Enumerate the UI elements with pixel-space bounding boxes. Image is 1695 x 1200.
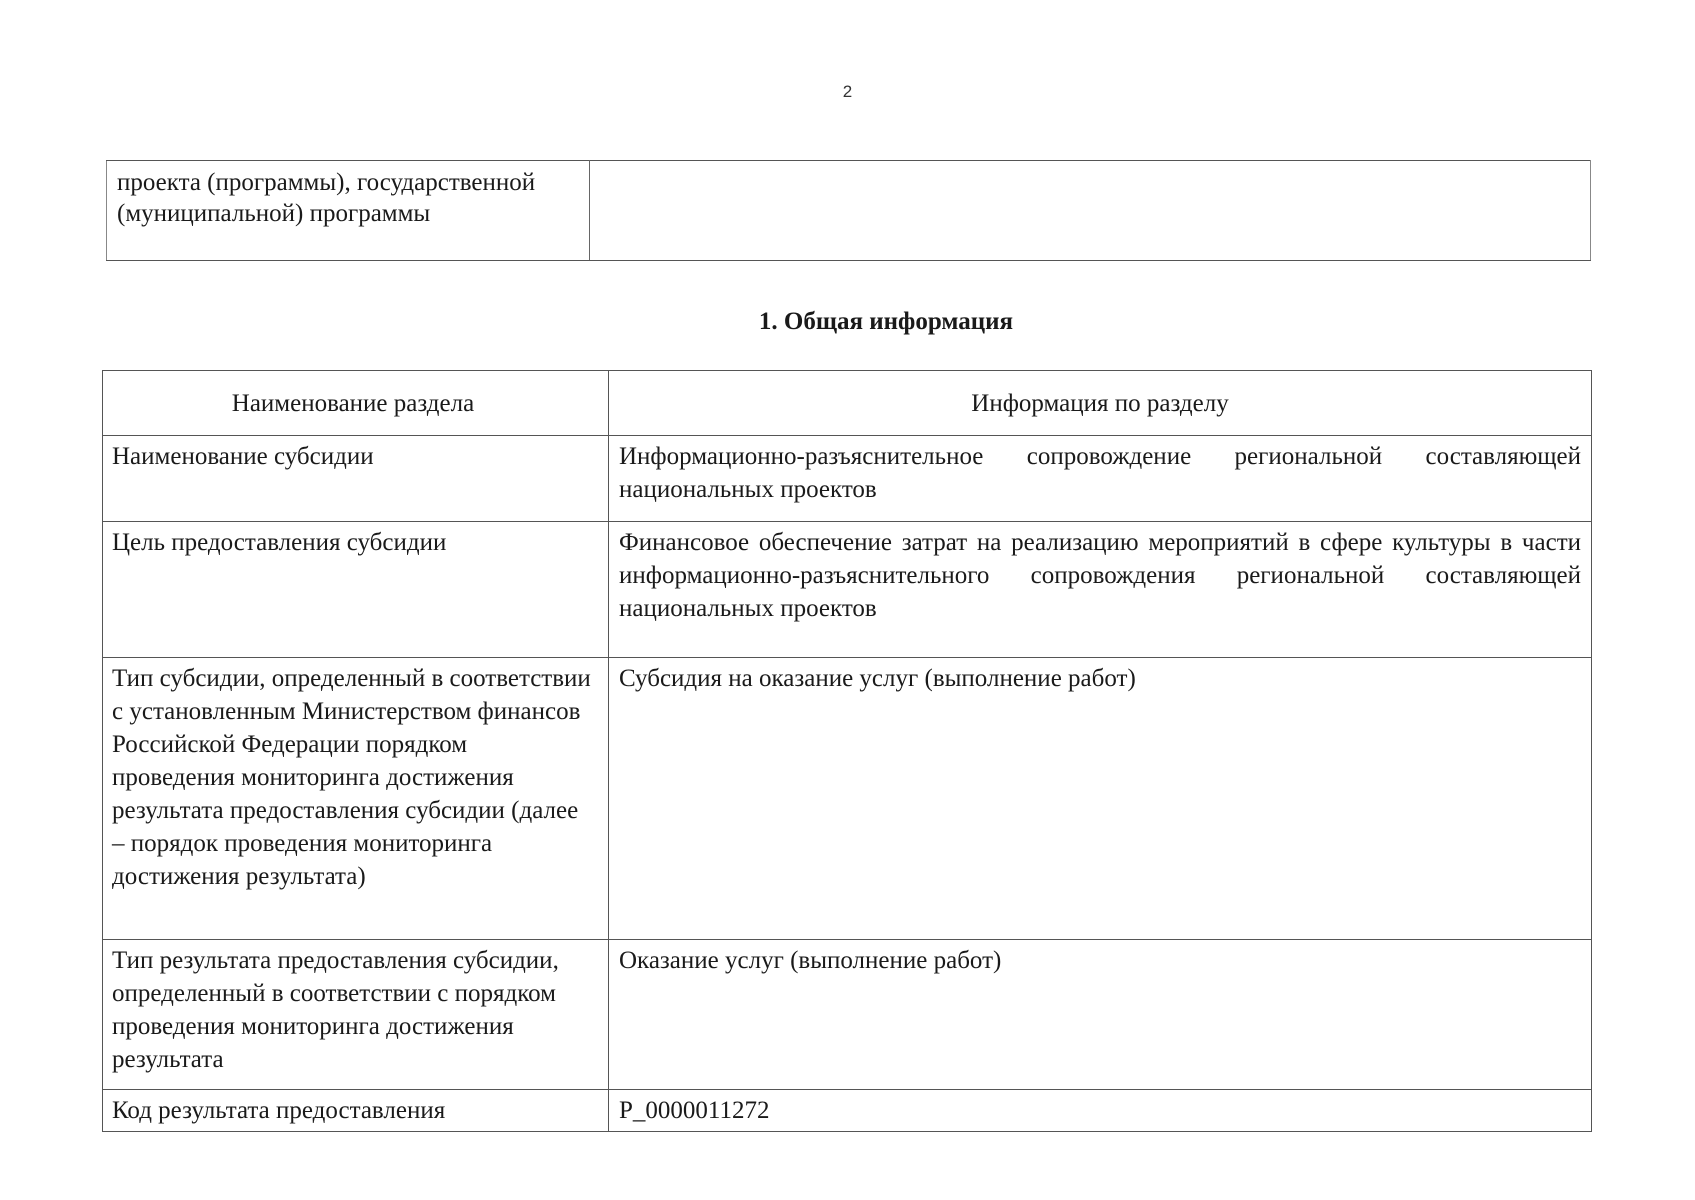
header-section-name: Наименование раздела	[103, 371, 609, 436]
table-row	[103, 522, 1592, 658]
table-row	[103, 1090, 1592, 1132]
row-label: Тип результата предоставления субсидии, определенный в соответствии с порядком проведения мониторинга достижения результата	[103, 940, 609, 1090]
header-section-info: Информация по разделу	[609, 371, 1592, 436]
continued-table	[106, 160, 1591, 261]
continued-value-cell	[590, 161, 1591, 261]
row-value: Субсидия на оказание услуг (выполнение работ)	[609, 658, 1592, 940]
row-label: Цель предоставления субсидии	[103, 522, 609, 658]
row-value: P_0000011272	[609, 1090, 1592, 1132]
table-row	[103, 940, 1592, 1090]
section-title: 1. Общая информация	[758, 308, 1014, 335]
row-label: Код результата предоставления	[103, 1090, 609, 1132]
row-label: Тип субсидии, определенный в соответствии с установленным Министерством финансов Российской Федерации порядком проведения мониторинга достижения результата предоставления субсидии (далее – порядок проведения мониторинга достижения результата)	[103, 658, 609, 940]
row-label: Наименование субсидии	[103, 436, 609, 522]
continued-label-cell: проекта (программы), государственной (муниципальной) программы	[107, 161, 590, 261]
table-row	[103, 436, 1592, 522]
table-row	[103, 658, 1592, 940]
table-row	[107, 161, 1591, 261]
row-value: Информационно-разъяснительное сопровождение региональной составляющей национальных проектов	[609, 436, 1592, 522]
table-header-row	[103, 371, 1592, 436]
page-number: 2	[842, 82, 853, 101]
row-value: Финансовое обеспечение затрат на реализацию мероприятий в сфере культуры в части информационно-разъяснительного сопровождения региональной составляющей национальных проектов	[609, 522, 1592, 658]
row-value: Оказание услуг (выполнение работ)	[609, 940, 1592, 1090]
general-info-table	[102, 370, 1592, 1132]
